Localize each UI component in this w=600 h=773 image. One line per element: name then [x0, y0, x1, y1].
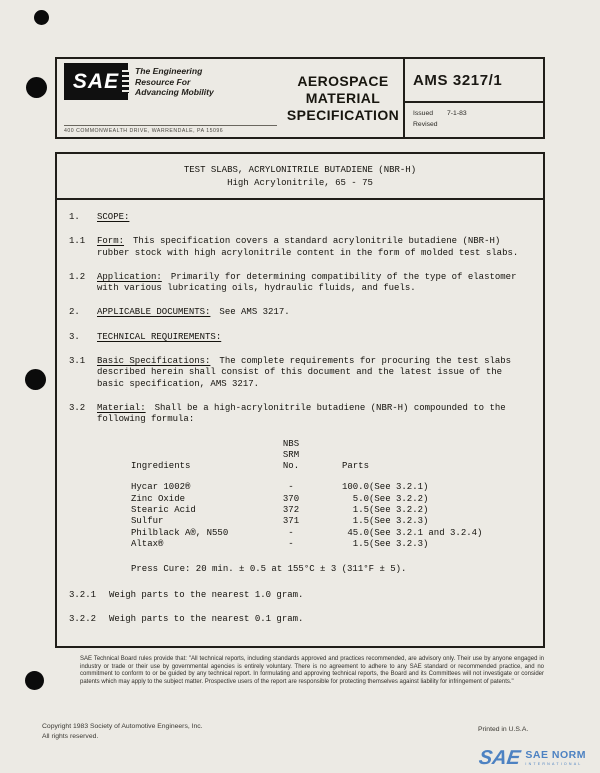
header-box: [55, 57, 545, 139]
sae-logo: [64, 63, 128, 100]
section-heading: Application:: [97, 271, 162, 282]
ingredient-cell: Philblack A®, N550: [131, 527, 229, 538]
section-basic-specifications: [69, 356, 529, 390]
printed-in-usa: Printed in U.S.A.: [478, 726, 529, 733]
column-header-nbs-srm-no: [271, 439, 311, 473]
section-text: [97, 403, 529, 426]
header-left: [57, 59, 283, 137]
section-text: [97, 356, 529, 390]
srm-line: SRM: [282, 449, 300, 460]
spec-type-title: [283, 59, 403, 137]
section-number: 1.2: [69, 271, 86, 282]
note-text: Weigh parts to the nearest 0.1 gram.: [109, 613, 304, 624]
section-application: [69, 272, 529, 295]
section-heading: Form:: [97, 236, 125, 247]
section-form: [69, 236, 529, 259]
table-row: [131, 516, 482, 527]
sae-norm-name: SAE NORM: [525, 749, 586, 761]
section-paragraph: Shall be a high-acrylonitrile butadiene (NBR-H) compounded to the following formula:: [97, 402, 506, 425]
section-scope: [69, 212, 529, 223]
punch-hole-icon: [25, 671, 44, 690]
table-spacer: [131, 472, 482, 482]
tagline-line: Resource For: [135, 76, 191, 87]
ingredient-cell: Altax®: [131, 538, 164, 549]
section-text: [97, 272, 529, 295]
no-line: No.: [282, 461, 300, 472]
srm-no-cell: 372: [282, 505, 300, 516]
srm-no-cell: 370: [282, 493, 300, 504]
document-title-line2: High Acrylonitrile, 65 - 75: [227, 177, 373, 188]
parts-cell: 100.0: [341, 482, 369, 493]
section-number: 3.2: [69, 402, 86, 413]
document-body-box: [55, 152, 545, 648]
section-number: 3.1: [69, 356, 86, 367]
section-number: 1.: [69, 212, 80, 222]
srm-no-cell: -: [288, 482, 294, 493]
table-row: [131, 505, 482, 516]
section-heading: TECHNICAL REQUIREMENTS:: [97, 331, 222, 342]
document-content: [57, 200, 543, 625]
spec-type-line: SPECIFICATION: [286, 106, 400, 123]
ingredient-cell: Zinc Oxide: [131, 493, 186, 504]
document-number: AMS 3217/1: [405, 59, 543, 103]
section-applicable-documents: [69, 307, 529, 318]
note-text: Weigh parts to the nearest 1.0 gram.: [109, 589, 304, 600]
note-number: 3.2.1: [69, 589, 97, 600]
sae-norm-subtext: INTERNATIONAL: [525, 762, 583, 766]
ref-cell: (See 3.2.2): [369, 493, 429, 504]
note-3-2-2: [69, 614, 529, 625]
sae-norm-text: [525, 748, 586, 766]
tagline: [135, 63, 214, 98]
table-row: [131, 528, 482, 539]
section-text: [97, 236, 529, 259]
note-3-2-1: [69, 590, 529, 601]
ref-cell: (See 3.2.2): [369, 505, 429, 516]
section-heading: APPLICABLE DOCUMENTS:: [97, 307, 211, 318]
technical-board-disclaimer: SAE Technical Board rules provide that: "All technical reports, including standards approved and practices recommended, are advisory only. Their use by anyone engaged in industry or trade or their use by governmental agencies is entirely voluntary. There is no agreement to adhere to any SAE standard or recommended practice, and no commitment to conform to or be guided by any technical report. In formulating and approving technical reports, the Board and its Committees will not investigate or consider patents which may apply to the subject matter. Prospective users of the report are responsible for protecting themselves against liability for infringement of patents.": [80, 656, 544, 685]
revised-row: [413, 119, 535, 130]
spec-type-line: MATERIAL: [305, 89, 381, 106]
section-technical-requirements: [69, 332, 529, 343]
ref-cell: (See 3.2.1 and 3.2.4): [369, 527, 483, 538]
table-row: [131, 494, 482, 505]
document-title-line1: TEST SLABS, ACRYLONITRILE BUTADIENE (NBR-H): [183, 164, 417, 175]
issued-row: [413, 108, 535, 119]
header-right: [403, 59, 543, 137]
section-text: [97, 307, 529, 318]
sae-logo-text: SAE: [72, 69, 120, 93]
section-material: [69, 403, 529, 426]
parts-cell: 1.5: [352, 505, 369, 516]
ingredient-cell: Stearic Acid: [131, 505, 196, 516]
copyright-line: Copyright 1983 Society of Automotive Engineers, Inc.: [42, 723, 203, 730]
ingredient-cell: Sulfur: [131, 516, 164, 527]
spec-type-line: AEROSPACE: [297, 72, 389, 89]
nbs-line: NBS: [282, 438, 300, 449]
column-header-ref: [369, 439, 482, 473]
table-row: [131, 539, 482, 550]
ingredient-cell: Hycar 1002®: [131, 482, 191, 493]
section-paragraph: Primarily for determining compatibility of the type of elastomer with various lubricating oils, hydraulic fluids, and fuels.: [97, 271, 517, 294]
issue-block: [405, 103, 543, 135]
formula-header-row: [131, 439, 482, 473]
revised-label: Revised: [413, 121, 438, 128]
section-text: [97, 212, 529, 223]
section-number: 1.1: [69, 236, 86, 247]
punch-hole-icon: [26, 77, 47, 98]
logo-row: [64, 63, 277, 123]
tagline-line: Advancing Mobility: [135, 87, 214, 98]
section-heading: SCOPE:: [97, 212, 130, 222]
ref-cell: (See 3.2.1): [369, 482, 429, 493]
column-header-parts: Parts: [341, 461, 369, 472]
parts-cell: 1.5: [352, 516, 369, 527]
section-heading: Material:: [97, 402, 146, 413]
section-number: 2.: [69, 307, 80, 318]
issued-date: 7-1-83: [447, 110, 467, 117]
section-heading: Basic Specifications:: [97, 356, 211, 367]
tagline-line: The Engineering: [135, 66, 203, 76]
press-cure-note: Press Cure: 20 min. ± 0.5 at 155°C ± 3 (311°F ± 5).: [131, 564, 407, 575]
srm-no-cell: -: [288, 527, 294, 538]
note-number: 3.2.2: [69, 613, 97, 624]
srm-no-cell: -: [288, 538, 294, 549]
table-row: [131, 482, 482, 493]
ref-cell: (See 3.2.3): [369, 538, 429, 549]
punch-hole-icon: [25, 369, 46, 390]
section-paragraph: This specification covers a standard acrylonitrile butadiene (NBR-H) rubber stock with high acrylonitrile content in the form of molded test slabs.: [97, 236, 519, 258]
parts-cell: 45.0: [347, 527, 369, 538]
publisher-address: 400 COMMONWEALTH DRIVE, WARRENDALE, PA 15096: [64, 125, 277, 134]
punch-hole-icon: [34, 10, 49, 25]
sae-norm-logo: [479, 748, 586, 768]
section-text: [97, 332, 529, 343]
section-paragraph: The complete requirements for procuring the test slabs described herein shall consist of this document and the latest issue of the basic specification, AMS 3217.: [97, 356, 512, 389]
sae-norm-glyph-icon: SAE: [477, 747, 522, 769]
srm-no-cell: 371: [282, 516, 300, 527]
section-number: 3.: [69, 331, 80, 342]
section-paragraph: See AMS 3217.: [219, 307, 290, 318]
copyright-block: [42, 722, 203, 741]
parts-cell: 1.5: [352, 538, 369, 549]
column-header-ingredients: Ingredients: [131, 461, 191, 472]
formula-table: [131, 439, 482, 551]
document-title: [57, 154, 543, 200]
ref-cell: (See 3.2.3): [369, 516, 429, 527]
rights-line: All rights reserved.: [42, 732, 99, 740]
parts-cell: 5.0: [352, 493, 369, 504]
issued-label: Issued: [413, 110, 434, 117]
